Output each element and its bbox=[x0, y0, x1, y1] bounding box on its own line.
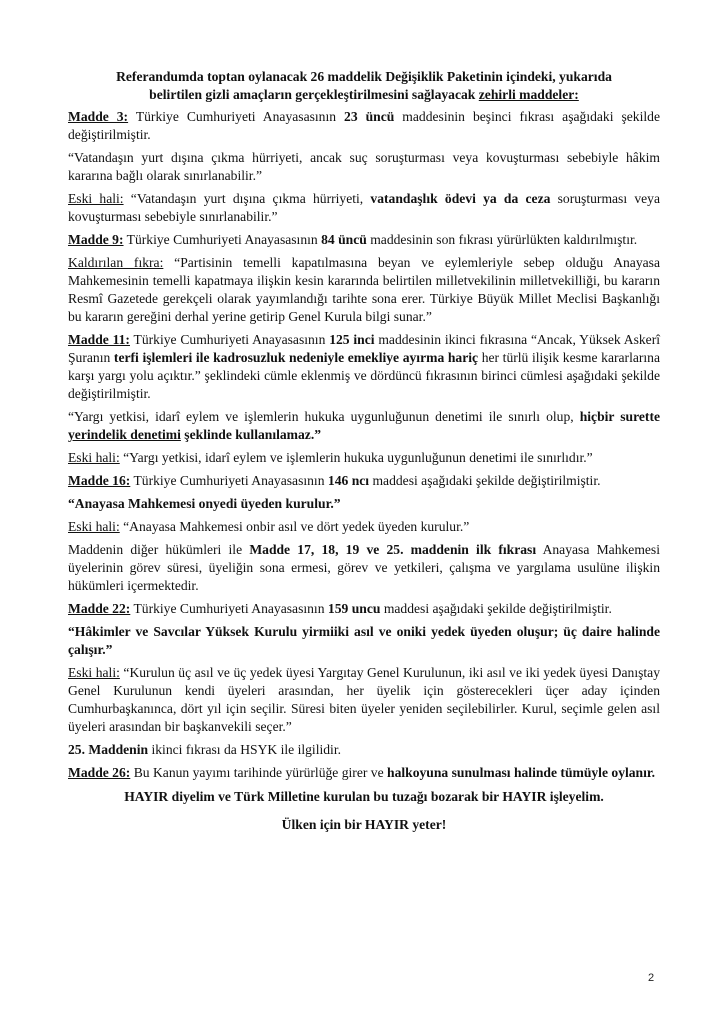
old-text-label: Eski hali: bbox=[68, 450, 120, 465]
article-9-removed-text: Kaldırılan fıkra: “Partisinin temelli kapatılmasına beyan ve eylemleriyle sebep olduğu Anayasa Mahkemesinin temelli kapatmaya ilişkin kesin kararında belirtilen milletvekilinin milletvekilliği, bu kararın Resmî Gazetede gerekçeli olarak yayımlandığı tarihte sona erer. Türkiye Büyük Millet Meclisi Başkanlığı bu kararın gereğini derhal yerine getirip Genel Kurula bilgi sunar.” bbox=[68, 255, 660, 324]
heading-line-2: belirtilen gizli amaçların gerçekleştirilmesini sağlayacak zehirli maddeler: bbox=[149, 87, 579, 102]
closing-line-1: HAYIR diyelim ve Türk Milletine kurulan bu tuzağı bozarak bir HAYIR işleyelim. bbox=[124, 789, 604, 804]
article-16-old-text: Eski hali: “Anayasa Mahkemesi onbir asıl ve dört yedek üyeden kurulur.” bbox=[68, 519, 470, 534]
removed-text-label: Kaldırılan fıkra: bbox=[68, 255, 164, 270]
article-22-paragraph: Madde 22: Türkiye Cumhuriyeti Anayasasının 159 uncu maddesi aşağıdaki şekilde değiştirilmiştir. bbox=[68, 601, 612, 616]
article-26-paragraph: Madde 26: Bu Kanun yayımı tarihinde yürürlüğe girer ve halkoyuna sunulması halinde tümüyle oylanır. bbox=[68, 765, 656, 780]
article-11-paragraph: Madde 11: Türkiye Cumhuriyeti Anayasasının 125 inci maddesinin ikinci fıkrasına “Ancak, Yüksek Askerî Şuranın terfi işlemleri ile kadrosuzluk nedeniyle emekliye ayırma hariç her türlü ilişik kesme kararlarına karşı yargı yolu açıktır.” şeklindeki cümle eklenmiş ve dördüncü fıkrasının birinci cümlesi aşağıdaki şekilde değiştirilmiştir. bbox=[68, 332, 661, 401]
heading-emphasis: zehirli maddeler: bbox=[478, 87, 579, 102]
article-16-quote: “Anayasa Mahkemesi onyedi üyeden kurulur.” bbox=[68, 496, 341, 511]
article-3-label: Madde 3: bbox=[68, 109, 129, 124]
page-number: 2 bbox=[648, 972, 655, 984]
document-page bbox=[68, 68, 660, 839]
closing-line-2: Ülken için bir HAYIR yeter! bbox=[281, 817, 447, 832]
article-16-label: Madde 16: bbox=[68, 473, 131, 488]
article-11-old-text: Eski hali: “Yargı yetkisi, idarî eylem ve işlemlerin hukuka uygunluğunun denetimi ile sınırlıdır.” bbox=[68, 450, 593, 465]
article-9-paragraph: Madde 9: Türkiye Cumhuriyeti Anayasasının 84 üncü maddesinin son fıkrası yürürlükten kaldırılmıştır. bbox=[68, 232, 638, 247]
old-text-label: Eski hali: bbox=[68, 665, 120, 680]
article-25-note: 25. Maddenin ikinci fıkrası da HSYK ile ilgilidir. bbox=[68, 742, 342, 757]
article-16-paragraph: Madde 16: Türkiye Cumhuriyeti Anayasasının 146 ncı maddesi aşağıdaki şekilde değiştirilmiştir. bbox=[68, 473, 601, 488]
document-heading bbox=[68, 68, 660, 104]
article-26-label: Madde 26: bbox=[68, 765, 131, 780]
article-22-old-text: Eski hali: “Kurulun üç asıl ve üç yedek üyesi Yargıtay Genel Kurulunun, iki asıl ve iki yedek üyesi Danıştay Genel Kurulunun kendi üyeleri arasından, her üyelik için gösterecekleri üçer aday içinden Cumhurbaşkanınca, dört yıl için seçilir. Süresi biten üyeler yeniden seçilebilirler. Kurul, seçimle gelen asıl üyeleri arasından bir başkanvekili seçer.” bbox=[68, 665, 660, 734]
article-9-label: Madde 9: bbox=[68, 232, 124, 247]
article-11-label: Madde 11: bbox=[68, 332, 130, 347]
heading-line-1: Referandumda toptan oylanacak 26 maddelik Değişiklik Paketinin içindeki, yukarıda bbox=[116, 69, 612, 84]
article-11-quote: “Yargı yetkisi, idarî eylem ve işlemlerin hukuka uygunluğunun denetimi ile sınırlı olup, hiçbir surette yerindelik denetimi şeklinde kullanılamaz.” bbox=[68, 409, 661, 442]
old-text-label: Eski hali: bbox=[68, 191, 124, 206]
article-22-quote: “Hâkimler ve Savcılar Yüksek Kurulu yirmiiki asıl ve oniki yedek üyeden oluşur; üç daire halinde çalışır.” bbox=[68, 624, 660, 657]
article-3-quote: “Vatandaşın yurt dışına çıkma hürriyeti, ancak suç soruşturması veya kovuşturması sebebiyle hâkim kararına bağlı olarak sınırlanabilir.” bbox=[68, 150, 660, 183]
article-16-note: Maddenin diğer hükümleri ile Madde 17, 18, 19 ve 25. maddenin ilk fıkrası Anayasa Mahkemesi üyelerinin görev süresi, üyeliğin sona ermesi, görev ve yetkileri, çalışma ve yargılama usulüne ilişkin hükümleri içermektedir. bbox=[68, 542, 660, 593]
article-22-label: Madde 22: bbox=[68, 601, 131, 616]
article-3-paragraph: Madde 3: Türkiye Cumhuriyeti Anayasasının 23 üncü maddesinin beşinci fıkrası aşağıdaki şekilde değiştirilmiştir. bbox=[68, 109, 660, 142]
old-text-label: Eski hali: bbox=[68, 519, 120, 534]
article-3-old-text: Eski hali: “Vatandaşın yurt dışına çıkma hürriyeti, vatandaşlık ödevi ya da ceza soruşturması veya kovuşturması sebebiyle sınırlanabilir.” bbox=[68, 191, 661, 224]
